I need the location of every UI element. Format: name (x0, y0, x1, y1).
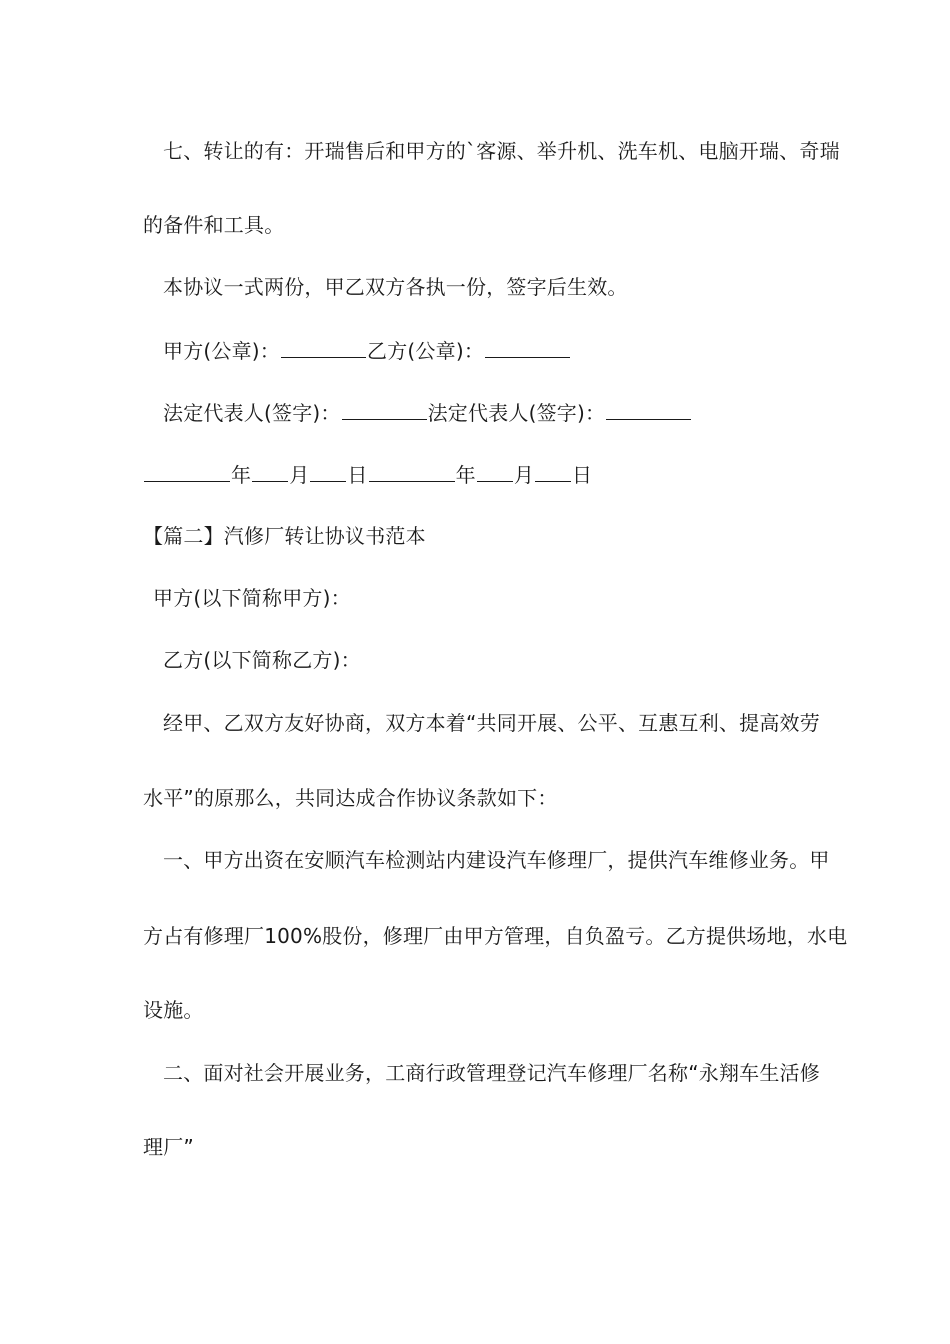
rep-b-blank[interactable] (606, 397, 691, 420)
item1-line1: 一、甲方出资在安顺汽车检测站内建设汽车修理厂，提供汽车维修业务。甲 (163, 848, 830, 872)
signature-row-seal (163, 335, 571, 365)
item2-line2: 理厂” (143, 1135, 194, 1159)
party-b-intro: 乙方(以下简称乙方)： (163, 648, 361, 672)
item7-line2: 的备件和工具。 (143, 213, 285, 237)
rep-a-label: 法定代表人(签字)： (163, 401, 341, 425)
item1-line2: 方占有修理厂100%股份，修理厂由甲方管理，自负盈亏。乙方提供场地，水电 (143, 924, 848, 948)
date-b-year-blank[interactable] (369, 459, 455, 482)
date-b-year-label: 年 (455, 463, 476, 487)
signature-row-rep (163, 397, 692, 427)
item2-line1: 二、面对社会开展业务，工商行政管理登记汽车修理厂名称“永翔车生活修 (163, 1061, 820, 1085)
rep-a-blank[interactable] (342, 397, 427, 420)
date-a-day-label: 日 (347, 463, 368, 487)
party-a-seal-label: 甲方(公章)： (163, 339, 281, 363)
item7-line1: 七、转让的有：开瑞售后和甲方的`客源、举升机、洗车机、电脑开瑞、奇瑞 (163, 139, 840, 163)
date-row (143, 459, 592, 489)
date-a-year-blank[interactable] (144, 459, 230, 482)
rep-b-label: 法定代表人(签字)： (427, 401, 606, 425)
preamble-line2: 水平”的原那么，共同达成合作协议条款如下： (143, 786, 558, 810)
date-b-day-blank[interactable] (535, 459, 571, 482)
party-a-seal-blank[interactable] (281, 335, 366, 358)
date-b-month-blank[interactable] (477, 459, 513, 482)
item1-line3: 设施。 (143, 998, 204, 1022)
date-a-month-label: 月 (289, 463, 310, 487)
party-b-seal-blank[interactable] (485, 335, 570, 358)
copies-clause: 本协议一式两份，甲乙双方各执一份，签字后生效。 (163, 275, 628, 299)
date-b-day-label: 日 (572, 463, 593, 487)
party-b-seal-label: 乙方(公章)： (367, 339, 485, 363)
date-a-month-blank[interactable] (252, 459, 288, 482)
date-b-month-label: 月 (513, 463, 535, 487)
section-heading: 【篇二】汽修厂转让协议书范本 (143, 524, 426, 548)
party-a-intro: 甲方(以下简称甲方)： (153, 586, 351, 610)
date-a-day-blank[interactable] (310, 459, 346, 482)
preamble-line1: 经甲、乙双方友好协商，双方本着“共同开展、公平、互惠互利、提高效劳 (163, 711, 820, 735)
date-a-year-label: 年 (231, 463, 252, 487)
